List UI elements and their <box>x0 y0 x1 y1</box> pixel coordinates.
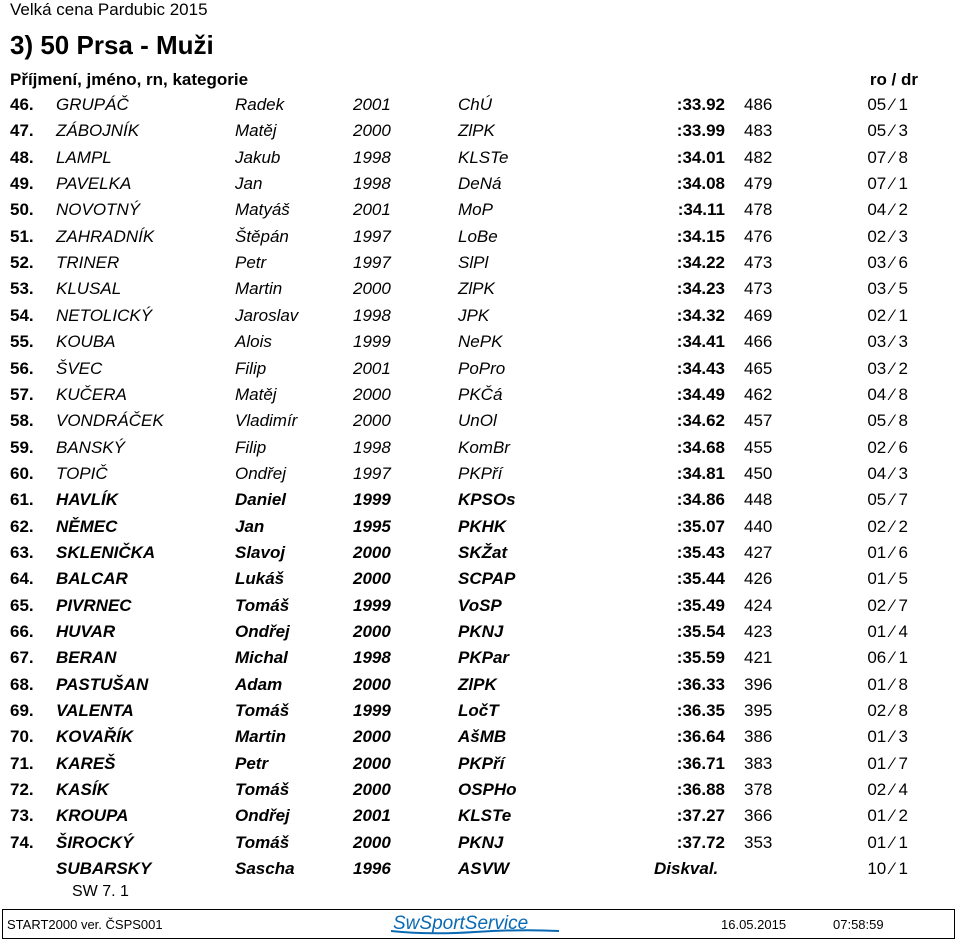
cell-time: :34.11 <box>677 200 725 220</box>
table-row <box>0 382 960 408</box>
cell-surname: HUVAR <box>56 622 116 641</box>
column-header-name: Příjmení, jméno, rn, kategorie <box>10 70 249 89</box>
table-row <box>0 619 960 645</box>
cell-surname: TOPIČ <box>56 463 108 483</box>
cell-rank: 52. <box>10 253 34 273</box>
cell-first: Vladimír <box>235 411 298 431</box>
cell-club: LoBe <box>458 226 498 246</box>
event-title: 3) 50 Prsa - Muži <box>10 30 214 60</box>
cell-time: :34.86 <box>676 490 725 510</box>
cell-rank: 51. <box>10 226 34 246</box>
cell-surname: BANSKÝ <box>56 437 125 457</box>
cell-time: :35.49 <box>676 595 725 615</box>
cell-rank: 66. <box>10 622 34 641</box>
cell-rd: 02 ⁄ 6 <box>867 437 908 457</box>
cell-surname: KASÍK <box>56 780 109 800</box>
cell-club: SKŽat <box>458 542 508 562</box>
cell-points: 478 <box>744 200 773 220</box>
table-row <box>0 566 960 592</box>
cell-time: :36.71 <box>676 753 725 773</box>
cell-rd: 07 ⁄ 8 <box>867 147 908 167</box>
cell-club: UnOl <box>458 411 497 431</box>
cell-surname: SUBARSKY <box>56 859 152 879</box>
cell-points: 476 <box>744 226 773 246</box>
cell-points: 455 <box>744 437 773 457</box>
cell-rank: 54. <box>10 305 34 325</box>
cell-rd: 10 ⁄ 1 <box>867 859 908 879</box>
cell-rank: 47. <box>10 121 34 141</box>
cell-surname: KLUSAL <box>56 279 122 299</box>
cell-rank: 57. <box>10 384 34 404</box>
cell-first: Jan <box>235 516 265 536</box>
cell-rd: 03 ⁄ 6 <box>867 253 908 273</box>
cell-year: 1998 <box>353 648 391 668</box>
cell-time: Diskval. <box>654 859 719 879</box>
cell-club: ZlPK <box>458 121 495 141</box>
cell-time: :34.49 <box>676 384 725 404</box>
cell-time: :35.44 <box>676 569 725 589</box>
table-row <box>0 803 960 829</box>
cell-rank: 62. <box>10 516 34 536</box>
cell-surname: KAREŠ <box>56 753 116 773</box>
table-row <box>0 540 960 566</box>
cell-rank: 55. <box>10 332 34 352</box>
cell-rd: 04 ⁄ 2 <box>867 200 908 220</box>
table-row <box>0 118 960 144</box>
cell-club: ZlPK <box>458 279 495 299</box>
cell-rd: 02 ⁄ 3 <box>867 226 908 246</box>
cell-club: PKHK <box>458 516 507 536</box>
cell-first: Ondřej <box>235 622 290 641</box>
cell-first: Ondřej <box>235 806 290 826</box>
cell-year: 2000 <box>353 832 391 852</box>
table-row <box>0 356 960 382</box>
table-row <box>0 724 960 750</box>
cell-rd: 04 ⁄ 3 <box>867 463 908 483</box>
cell-first: Martin <box>235 727 286 747</box>
cell-first: Slavoj <box>235 542 286 562</box>
cell-points: 483 <box>744 121 773 141</box>
cell-surname: LAMPL <box>56 147 112 167</box>
cell-points: 465 <box>744 358 773 378</box>
cell-first: Tomáš <box>235 780 290 800</box>
table-row <box>0 830 960 856</box>
cell-first: Matěj <box>235 384 277 404</box>
cell-first: Tomáš <box>235 832 290 852</box>
cell-points: 482 <box>744 147 773 167</box>
cell-time: :34.08 <box>676 174 725 194</box>
cell-points: 395 <box>744 701 773 721</box>
footer-date: 16.05.2015 <box>721 917 787 932</box>
cell-rd: 05 ⁄ 8 <box>867 411 908 431</box>
cell-club: LočT <box>458 701 499 721</box>
table-row <box>0 645 960 671</box>
cell-year: 1999 <box>353 595 391 615</box>
cell-points: 457 <box>744 411 773 431</box>
column-header-heat-lane: ro / dr <box>869 70 918 89</box>
cell-rd: 05 ⁄ 3 <box>867 121 908 141</box>
cell-year: 1997 <box>353 253 391 273</box>
cell-time: :34.32 <box>676 305 725 325</box>
cell-rank: 69. <box>10 701 34 721</box>
cell-surname: HAVLÍK <box>56 490 119 510</box>
cell-rd: 01 ⁄ 7 <box>867 753 908 773</box>
cell-first: Matyáš <box>235 200 290 220</box>
cell-points: 421 <box>744 648 773 668</box>
table-row <box>0 777 960 803</box>
cell-first: Petr <box>235 253 267 273</box>
cell-first: Lukáš <box>235 569 285 589</box>
cell-club: KLSTe <box>458 806 512 826</box>
cell-club: ChÚ <box>458 95 493 114</box>
cell-club: PKČá <box>458 384 503 404</box>
table-row <box>0 250 960 276</box>
cell-year: 2000 <box>353 753 391 773</box>
table-row <box>0 435 960 461</box>
cell-rank: 53. <box>10 279 34 299</box>
cell-first: Adam <box>235 674 283 694</box>
cell-time: :36.88 <box>676 780 725 800</box>
cell-first: Filip <box>235 358 267 378</box>
cell-first: Ondřej <box>235 463 287 483</box>
cell-year: 2000 <box>353 279 391 299</box>
cell-rank: 49. <box>10 174 34 194</box>
cell-points: 423 <box>744 622 773 641</box>
cell-club: MoP <box>458 200 493 220</box>
cell-points: 386 <box>744 727 773 747</box>
cell-time: :36.35 <box>676 701 725 721</box>
cell-points: 440 <box>744 516 773 536</box>
cell-points: 479 <box>744 174 773 194</box>
cell-points: 450 <box>744 463 773 483</box>
cell-rd: 02 ⁄ 7 <box>867 595 908 615</box>
cell-first: Martin <box>235 279 283 299</box>
cell-time: :34.43 <box>676 358 725 378</box>
cell-points: 426 <box>744 569 773 589</box>
cell-rd: 05 ⁄ 7 <box>867 490 908 510</box>
cell-rank: 60. <box>10 463 34 483</box>
table-row <box>0 171 960 197</box>
cell-rd: 01 ⁄ 1 <box>867 832 908 852</box>
cell-rd: 02 ⁄ 4 <box>867 780 908 800</box>
cell-club: VoSP <box>458 595 502 615</box>
table-row <box>0 856 960 882</box>
cell-time: :35.07 <box>676 516 725 536</box>
cell-first: Daniel <box>235 490 287 510</box>
svg-text:SwSportService: SwSportService <box>393 913 529 934</box>
table-row <box>0 145 960 171</box>
cell-year: 2000 <box>353 411 391 431</box>
cell-club: PoPro <box>458 358 506 378</box>
cell-rd: 05 ⁄ 1 <box>867 95 908 114</box>
table-row <box>0 698 960 724</box>
cell-year: 1999 <box>353 332 391 352</box>
cell-rd: 06 ⁄ 1 <box>867 648 908 668</box>
cell-surname: PAVELKA <box>56 174 132 194</box>
cell-rd: 03 ⁄ 2 <box>867 358 908 378</box>
cell-surname: NĚMEC <box>56 516 118 536</box>
cell-first: Filip <box>235 437 267 457</box>
cell-rd: 01 ⁄ 6 <box>867 542 908 562</box>
cell-points: 473 <box>744 253 773 273</box>
cell-rank: 65. <box>10 595 34 615</box>
cell-rank: 58. <box>10 411 34 431</box>
cell-club: JPK <box>458 305 490 325</box>
table-row <box>0 487 960 513</box>
cell-club: OSPHo <box>458 780 517 800</box>
cell-year: 1998 <box>353 174 391 194</box>
cell-time: :34.62 <box>676 411 725 431</box>
cell-first: Tomáš <box>235 595 290 615</box>
cell-year: 1995 <box>353 516 391 536</box>
cell-surname: BERAN <box>56 648 117 668</box>
cell-first: Petr <box>235 753 269 773</box>
cell-year: 1998 <box>353 437 391 457</box>
cell-rank: 46. <box>10 95 34 114</box>
cell-year: 2001 <box>353 806 391 826</box>
cell-time: :34.81 <box>676 463 725 483</box>
cell-year: 2001 <box>353 95 391 114</box>
cell-surname: KROUPA <box>56 806 129 826</box>
cell-club: PKNJ <box>458 832 504 852</box>
cell-first: Radek <box>235 95 285 114</box>
cell-year: 1996 <box>353 859 391 879</box>
cell-points: 486 <box>744 95 773 114</box>
cell-points: 427 <box>744 542 773 562</box>
cell-club: AšMB <box>458 727 507 747</box>
cell-club: PKPří <box>458 463 503 483</box>
cell-club: PKNJ <box>458 622 504 641</box>
cell-rd: 07 ⁄ 1 <box>867 174 908 194</box>
cell-year: 2001 <box>353 200 391 220</box>
cell-year: 1998 <box>353 147 391 167</box>
cell-points: 383 <box>744 753 773 773</box>
cell-points: 473 <box>744 279 773 299</box>
cell-time: :36.33 <box>676 674 725 694</box>
cell-first: Jan <box>235 174 263 194</box>
cell-year: 2000 <box>353 727 391 747</box>
cell-rd: 01 ⁄ 3 <box>867 727 908 747</box>
table-row <box>0 276 960 302</box>
cell-rank: 64. <box>10 569 34 589</box>
cell-surname: KUČERA <box>56 384 127 404</box>
cell-club: KomBr <box>458 437 510 457</box>
table-row <box>0 751 960 777</box>
table-row <box>0 329 960 355</box>
cell-time: :34.41 <box>676 332 725 352</box>
cell-rank: 59. <box>10 437 34 457</box>
cell-rank: 71. <box>10 753 34 773</box>
cell-points: 396 <box>744 674 773 694</box>
cell-points: 462 <box>744 384 773 404</box>
cell-points: 378 <box>744 780 773 800</box>
cell-year: 2000 <box>353 622 391 641</box>
cell-time: :34.23 <box>676 279 725 299</box>
cell-first: Jakub <box>235 147 281 167</box>
cell-rd: 01 ⁄ 8 <box>867 674 908 694</box>
cell-time: :37.27 <box>676 806 725 826</box>
cell-rd: 01 ⁄ 5 <box>867 569 908 589</box>
cell-club: ZlPK <box>458 674 497 694</box>
cell-rd: 02 ⁄ 8 <box>867 701 908 721</box>
cell-rd: 01 ⁄ 4 <box>867 622 908 641</box>
cell-rd: 01 ⁄ 2 <box>867 806 908 826</box>
cell-surname: ŠVEC <box>56 358 103 378</box>
cell-club: PKPar <box>458 648 510 668</box>
cell-points: 424 <box>744 595 773 615</box>
cell-club: PKPří <box>458 753 505 773</box>
cell-surname: KOVAŘÍK <box>56 727 134 747</box>
table-row <box>0 92 960 118</box>
cell-first: Tomáš <box>235 701 290 721</box>
cell-first: Alois <box>235 332 272 352</box>
cell-club: KPSOs <box>458 490 516 510</box>
table-row <box>0 303 960 329</box>
cell-surname: SKLENIČKA <box>56 542 156 562</box>
cell-surname: GRUPÁČ <box>56 95 129 114</box>
cell-surname: TRINER <box>56 253 120 273</box>
cell-year: 2000 <box>353 384 391 404</box>
cell-rd: 04 ⁄ 8 <box>867 384 908 404</box>
cell-time: :35.43 <box>676 542 725 562</box>
cell-club: ASVW <box>458 859 509 879</box>
cell-club: SCPAP <box>458 569 516 589</box>
cell-time: :35.54 <box>676 622 725 641</box>
cell-rank: 74. <box>10 832 34 852</box>
cell-surname: VALENTA <box>56 701 134 721</box>
cell-rd: 02 ⁄ 1 <box>867 305 908 325</box>
cell-time: :35.59 <box>676 648 725 668</box>
cell-year: 1999 <box>353 701 391 721</box>
cell-rank: 48. <box>10 147 34 167</box>
cell-surname: ŠIROCKÝ <box>56 832 134 852</box>
cell-year: 2000 <box>353 542 391 562</box>
cell-first: Matěj <box>235 121 277 141</box>
cell-year: 1998 <box>353 305 391 325</box>
cell-points: 353 <box>744 832 773 852</box>
cell-points: 469 <box>744 305 773 325</box>
cell-first: Štěpán <box>235 226 289 246</box>
cell-time: :34.22 <box>676 253 725 273</box>
cell-surname: KOUBA <box>56 332 116 352</box>
cell-club: SlPl <box>458 253 489 273</box>
cell-club: NePK <box>458 332 503 352</box>
cell-rank: 56. <box>10 358 34 378</box>
sw-note: SW 7. 1 <box>72 883 129 900</box>
table-row <box>0 593 960 619</box>
cell-rank: 50. <box>10 200 34 220</box>
cell-rank: 67. <box>10 648 34 668</box>
cell-year: 2000 <box>353 121 391 141</box>
cell-rd: 03 ⁄ 5 <box>867 279 908 299</box>
table-row <box>0 197 960 223</box>
cell-time: :33.92 <box>676 95 725 114</box>
cell-club: KLSTe <box>458 147 509 167</box>
swsportservice-logo <box>389 911 561 937</box>
cell-surname: BALCAR <box>56 569 128 589</box>
cell-club: DeNá <box>458 174 502 194</box>
cell-year: 1999 <box>353 490 391 510</box>
cell-year: 1997 <box>353 463 391 483</box>
table-row <box>0 672 960 698</box>
table-row <box>0 514 960 540</box>
page-title: Velká cena Pardubic 2015 <box>10 0 208 19</box>
cell-rank: 68. <box>10 674 34 694</box>
cell-first: Jaroslav <box>235 305 299 325</box>
cell-first: Sascha <box>235 859 295 879</box>
cell-year: 2000 <box>353 674 391 694</box>
cell-first: Michal <box>235 648 288 668</box>
cell-year: 1997 <box>353 226 391 246</box>
cell-surname: ZAHRADNÍK <box>56 226 155 246</box>
footer-bar <box>2 909 955 939</box>
table-row <box>0 408 960 434</box>
cell-time: :34.01 <box>676 147 725 167</box>
cell-rank: 61. <box>10 490 34 510</box>
cell-surname: NETOLICKÝ <box>56 305 153 325</box>
cell-time: :34.15 <box>676 226 725 246</box>
footer-time: 07:58:59 <box>833 917 884 932</box>
cell-time: :37.72 <box>676 832 725 852</box>
cell-time: :36.64 <box>676 727 725 747</box>
cell-points: 366 <box>744 806 773 826</box>
cell-surname: PASTUŠAN <box>56 674 149 694</box>
cell-rd: 02 ⁄ 2 <box>867 516 908 536</box>
cell-surname: NOVOTNÝ <box>56 200 141 220</box>
table-row <box>0 224 960 250</box>
cell-surname: ZÁBOJNÍK <box>56 121 140 141</box>
cell-year: 2000 <box>353 569 391 589</box>
cell-time: :34.68 <box>676 437 725 457</box>
footer-version: START2000 ver. ČSPS001 <box>7 917 163 932</box>
cell-points: 466 <box>744 332 773 352</box>
cell-time: :33.99 <box>676 121 725 141</box>
cell-rank: 73. <box>10 806 34 826</box>
cell-surname: PIVRNEC <box>56 595 132 615</box>
cell-rank: 63. <box>10 542 34 562</box>
cell-rd: 03 ⁄ 3 <box>867 332 908 352</box>
cell-year: 2000 <box>353 780 391 800</box>
cell-year: 2001 <box>353 358 391 378</box>
cell-rank: 70. <box>10 727 34 747</box>
table-row <box>0 461 960 487</box>
cell-points: 448 <box>744 490 773 510</box>
cell-rank: 72. <box>10 780 34 800</box>
cell-surname: VONDRÁČEK <box>56 411 164 431</box>
